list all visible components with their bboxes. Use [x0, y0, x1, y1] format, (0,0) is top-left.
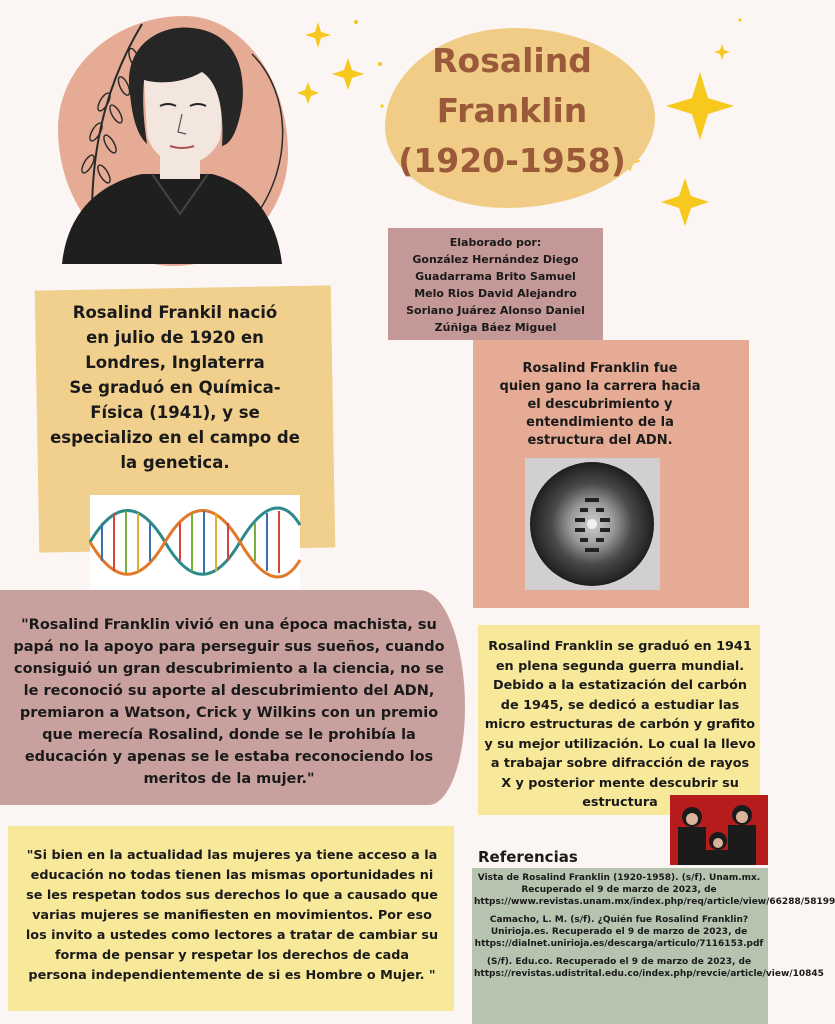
quote-machista-text — [4, 614, 454, 790]
bio-line: Londres, Inglaterra — [85, 353, 265, 372]
page-title — [392, 36, 632, 186]
star-icon — [666, 72, 734, 140]
quote-line: papá no la apoyo para perseguir sus sueños, cuando — [13, 639, 445, 655]
star-icon — [661, 178, 709, 226]
war-text — [480, 637, 760, 813]
star-icon — [305, 22, 331, 48]
quote-line: le reconoció su aporte al descubrimiento del ADN, — [23, 683, 435, 699]
quote2-line: persona independientemente de si es Hombre o Mujer. " — [28, 968, 436, 983]
race-line: entendimiento de la — [526, 415, 674, 430]
references-list — [474, 872, 835, 986]
star-icon — [332, 58, 364, 90]
bio-line: especializo en el campo de — [50, 428, 300, 447]
war-line: Debido a la estatización del carbón — [492, 678, 748, 693]
quote-line: meritos de la mujer." — [143, 771, 315, 787]
quote-line: "Rosalind Franklin vivió en una época machista, su — [21, 617, 437, 633]
quote-actualidad-text — [14, 846, 450, 986]
author-name: Zúñiga Báez Miguel — [434, 321, 557, 334]
reference-item: Vista de Rosalind Franklin (1920-1958). (s/f). Unam.mx. Recuperado el 9 de marzo de 2023, de https://www.revistas.unam.mx/index.php/req/article/view/66288/58199 — [474, 873, 835, 907]
star-icon — [714, 44, 730, 60]
quote2-line: educación no todas tienen las mismas oportunidades ni — [30, 868, 434, 883]
author-name: Soriano Juárez Alonso Daniel — [406, 304, 585, 317]
quote2-line: forma de pensar y respetar los derechos de cada — [54, 948, 410, 963]
war-line: X y posterior mente descubrir su — [501, 775, 739, 791]
race-line: estructura del ADN. — [527, 433, 673, 448]
photo-51-xray-image — [525, 458, 660, 590]
quote2-line: "Si bien en la actualidad las mujeres ya tiene acceso a la — [26, 848, 438, 863]
bio-line: Se graduó en Química- — [69, 378, 281, 397]
authors-box — [388, 228, 603, 340]
ww2-leaders-image — [670, 795, 768, 865]
war-line: y su mejor utilización. Lo cual la llevo — [484, 736, 756, 752]
author-name: Guadarrama Brito Samuel — [415, 270, 576, 283]
quote-line: consiguió un gran descubrimiento a la ciencia, no se — [13, 661, 445, 677]
authors-heading: Elaborado por: — [449, 236, 542, 249]
quote2-line: se les respetan todos sus derechos lo que a causado que — [26, 888, 438, 903]
race-line: el descubrimiento y — [527, 397, 673, 412]
war-line: estructura — [582, 795, 658, 810]
bio-line: la genetica. — [120, 453, 230, 472]
bio-line: en julio de 1920 en — [86, 328, 264, 347]
war-line: a trabajar sobre difracción de rayos — [490, 756, 750, 771]
author-name: Melo Rios David Alejandro — [414, 287, 577, 300]
war-line: en plena segunda guerra mundial. — [495, 658, 745, 674]
title-line: Franklin — [436, 91, 588, 130]
bio-line: Rosalind Frankil nació — [72, 303, 278, 322]
reference-item: (S/f). Edu.co. Recuperado el 9 de marzo de 2023, de https://revistas.udistrital.edu.co/index.php/revcie/article/view/10845 — [474, 957, 824, 979]
bio-text — [30, 300, 320, 475]
author-name: González Hernández Diego — [412, 253, 579, 266]
portrait-illustration — [52, 14, 302, 274]
race-line: Rosalind Franklin fue — [522, 361, 678, 376]
quote-line: educación y apenas se le estaba reconociendo los — [24, 749, 434, 765]
war-line: micro estructuras de carbón y grafito — [484, 717, 756, 732]
quote2-line: varias mujeres se manifiesten en movimientos. Por eso — [32, 908, 432, 923]
quote2-line: los invito a ustedes como lectores a tratar de cambiar su — [25, 928, 439, 943]
war-line: Rosalind Franklin se graduó en 1941 — [488, 639, 752, 654]
quote-line: que merecía Rosalind, donde se le prohibía la — [42, 727, 416, 743]
race-line: quien gano la carrera hacia — [499, 379, 701, 394]
dna-illustration — [90, 495, 300, 590]
race-text — [490, 360, 710, 450]
reference-item: Camacho, L. M. (s/f). ¿Quién fue Rosalind Franklin? Unirioja.es. Recuperado el 9 de marzo de 2023, de https://dialnet.unirioja.es/descarga/articulo/7116153.pdf — [474, 915, 764, 949]
war-line: de 1945, se dedicó a estudiar las — [500, 697, 740, 713]
title-line: (1920-1958) — [398, 141, 626, 180]
bio-line: Física (1941), y se — [90, 403, 260, 422]
references-title: Referencias — [478, 848, 578, 866]
quote-line: premiaron a Watson, Crick y Wilkins con un premio — [19, 705, 439, 721]
title-line: Rosalind — [432, 41, 592, 80]
